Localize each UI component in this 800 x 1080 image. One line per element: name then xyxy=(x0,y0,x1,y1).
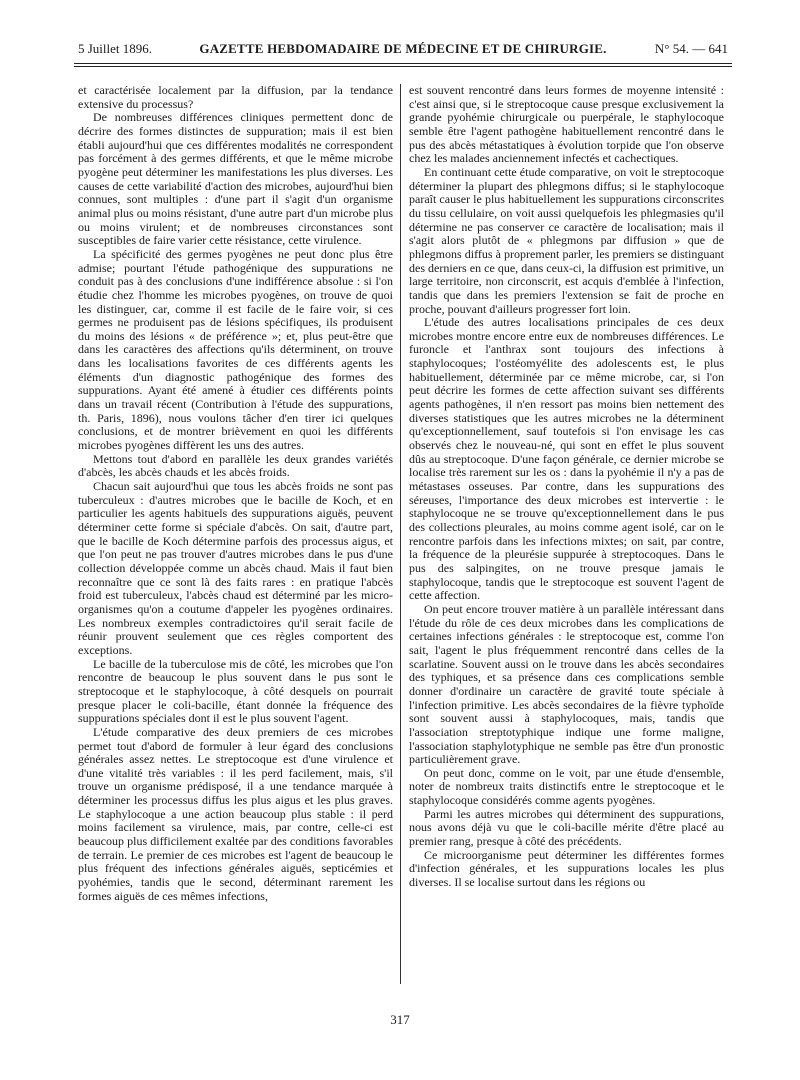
paragraph: Chacun sait aujourd'hui que tous les abcès froids ne sont pas tuberculeux : d'autres microbes que le bacille de Koch, et en particulier les agents habituels des suppurations aiguës, peuvent déterminer cette forme si spéciale d'abcès. On sait, d'autre part, que le bacille de Koch détermine parfois des processus aigus, et que l'on peut ne pas trouver d'autres microbes dans le pus d'une collection développée comme un abcès chaud. Mais il faut bien reconnaître que ce sont là des faits rares : en pratique l'abcès froid est tuberculeux, l'abcès chaud est déterminé par les micro-organismes qu'on a coutume d'appeler les pyogènes ordinaires. Les nombreux exemples contradictoires qu'il serait facile de réunir prouvent seulement que ces règles comportent des exceptions. xyxy=(78,479,393,657)
paragraph: L'étude comparative des deux premiers de ces microbes permet tout d'abord de formuler à leur égard des conclusions générales assez nettes. Le streptocoque est d'une virulence et d'une vitalité très variables : il les perd facilement, mais, s'il trouve un organisme prédisposé, il a une tendance marquée à déterminer les processus diffus les plus aigus et les plus graves. Le staphylocoque a une action beaucoup plus stable : il perd moins facilement sa virulence, mais, par contre, celle-ci est beaucoup plus difficilement exaltée par des conditions favorables de terrain. Le premier de ces microbes est l'agent de beaucoup le plus fréquent des infections générales aiguës, septicémies et pyohémies, tandis que le second, déterminant rarement les formes aiguës de ces mêmes infections, xyxy=(78,724,393,903)
paragraph: Ce microorganisme peut déterminer les différentes formes d'infection générales, et les suppurations locales les plus diverses. Il se localise surtout dans les régions ou xyxy=(409,847,724,890)
paragraph: De nombreuses différences cliniques permettent donc de décrire des formes distinctes de suppuration; mais il est bien établi aujourd'hui que ces différentes modalités ne correspondent pas forcément à des germes différents, et que le même microbe pyogène peut déterminer les manifestations les plus diverses. Les causes de cette variabilité d'action des microbes, aujourd'hui bien connues, sont multiples : d'une part il s'agit d'un organisme animal plus ou moins résistant, d'une autre part d'un microbe plus ou moins virulent; et de nombreuses circonstances sont susceptibles de faire varier cette résistance, cette virulence. xyxy=(78,110,393,248)
paragraph: L'étude des autres localisations principales de ces deux microbes montre encore entre eux de nombreuses différences. Le furoncle et l'anthrax sont toujours des infections à staphylocoques; l'ostéomyélite des adolescents est, le plus habituellement, déterminée par ce même microbe, car, si l'on peut décrire les formes de cette affection suivant ses différents agents pathogènes, il n'en ressort pas moins bien nettement des diverses statistiques que les autres microbes ne la déterminent qu'exceptionnellement, sauf toutefois si l'on envisage les cas observés chez le nouveau-né, qui sont en effet le plus souvent dûs au streptocoque. D'une façon générale, ce dernier microbe se localise très rarement sur les os : dans la pyohémie il n'y a pas de métastases osseuses. Par contre, dans les suppurations des séreuses, l'importance des deux microbes est intervertie : le staphylocoque ne se trouve qu'exceptionnellement dans le pus des collections pleurales, au moins comme agent isolé, car on le rencontre parfois dans les infections mixtes; on sait, par contre, la fréquence de la pleurésie suppurée à streptocoques. Dans le pus des salpingites, on ne trouve presque jamais le staphylocoque, tandis que le streptocoque est souvent l'agent de cette affection. xyxy=(409,315,724,603)
issue-number: N° 54. — 641 xyxy=(654,41,728,56)
paragraph: La spécificité des germes pyogènes ne peut donc plus être admise; pourtant l'étude pathogénique des suppurations ne conduit pas à des conclusions d'une indifférence absolue : si l'on étudie chez l'homme les microbes pyogènes, on trouve de quoi les distinguer, car, comme il est facile de le faire voir, si ces germes ne produisent pas de lésions spécifiques, ils produisent du moins des lésions « de préférence »; et, plus peut-être que dans les caractères des affections qu'ils déterminent, on trouve dans les localisations favorites de ces différents agents les éléments d'un diagnostic pathogénique des formes des suppurations. Ayant été amené à étudier ces différents points dans un travail récent (Contribution à l'étude des suppurations, th. Paris, 1896), nous voulons tâcher d'en tirer ici quelques conclusions, et de montrer brièvement en quoi les différents microbes pyogènes diffèrent les uns des autres. xyxy=(78,246,393,453)
paragraph: On peut encore trouver matière à un parallèle intéressant dans l'étude du rôle de ces deux microbes dans les complications de certaines infections générales : le streptocoque est, comme l'on sait, l'agent le plus fréquemment rencontré dans celles de la scarlatine. Souvent aussi on le trouve dans les abcès secondaires des typhiques, et sa présence dans ces complications semble donner d'ordinaire un caractère de gravité toute spéciale à l'infection primitive. Les abcès secondaires de la fièvre typhoïde sont souvent aussi à staphylocoques, mais, tandis que l'association streptotyphique indique une forme maligne, l'association staphylotyphique ne semble pas être d'un pronostic particulièrement grave. xyxy=(409,601,724,767)
column-divider xyxy=(400,84,401,984)
paragraph: et caractérisée localement par la diffusion, par la tendance extensive du processus? xyxy=(78,84,393,111)
paragraph: Le bacille de la tuberculose mis de côté, les microbes que l'on rencontre de beaucoup le plus souvent dans le pus sont le streptocoque et le staphylocoque, à côté desquels on pourrait presque placer le coli-bacille, étant donnée la fréquence des suppurations spéciales dont il est le plus souvent l'agent. xyxy=(78,656,393,726)
paragraph: On peut donc, comme on le voit, par une étude d'ensemble, noter de nombreux traits distinctifs entre le streptocoque et le staphylocoque considérés comme agents pyogènes. xyxy=(409,765,724,808)
running-header xyxy=(78,38,728,60)
issue-date: 5 Juillet 1896. xyxy=(78,41,153,56)
page-number: 317 xyxy=(390,1012,410,1027)
paragraph: Parmi les autres microbes qui déterminent des suppurations, nous avons déjà vu que le coli-bacille mérite d'être placé au premier rang, presque à côté des précédents. xyxy=(409,806,724,849)
left-column xyxy=(78,84,393,969)
header-rule-bottom xyxy=(74,66,732,67)
paragraph: est souvent rencontré dans leurs formes de moyenne intensité : c'est ainsi que, si le streptocoque cause presque exclusivement la grande pyohémie chirurgicale ou puerpérale, le staphylocoque semble être l'agent pathogène habituellement rencontré dans le pus des abcès métastatiques à évolution torpide que l'on observe chez les malades anciennement infectés et cachectiques. xyxy=(409,84,724,166)
right-column xyxy=(409,84,724,969)
paragraph: En continuant cette étude comparative, on voit le streptocoque déterminer la plupart des phlegmons diffus; si le staphylocoque paraît causer le plus habituellement les suppurations circonscrites du tissu cellulaire, on voit aussi quelquefois les phlegmasies qu'il détermine ne pas conserver ce caractère de localisation; mais il s'agit alors plutôt de « phlegmons par diffusion » que de phlegmons diffus à proprement parler, les premiers se distinguant des derniers en ce que, dans ceux-ci, la diffusion est primitive, un large territoire, non circonscrit, est acquis d'emblée à l'infection, tandis que dans les premiers l'extension se fait de proche en proche, pouvant d'ailleurs progresser fort loin. xyxy=(409,164,724,316)
journal-title: GAZETTE HEBDOMADAIRE DE MÉDECINE ET DE CHIRURGIE. xyxy=(199,41,607,56)
header-rule-top xyxy=(74,63,732,64)
paragraph: Mettons tout d'abord en parallèle les deux grandes variétés d'abcès, les abcès chauds et les abcès froids. xyxy=(78,451,393,480)
